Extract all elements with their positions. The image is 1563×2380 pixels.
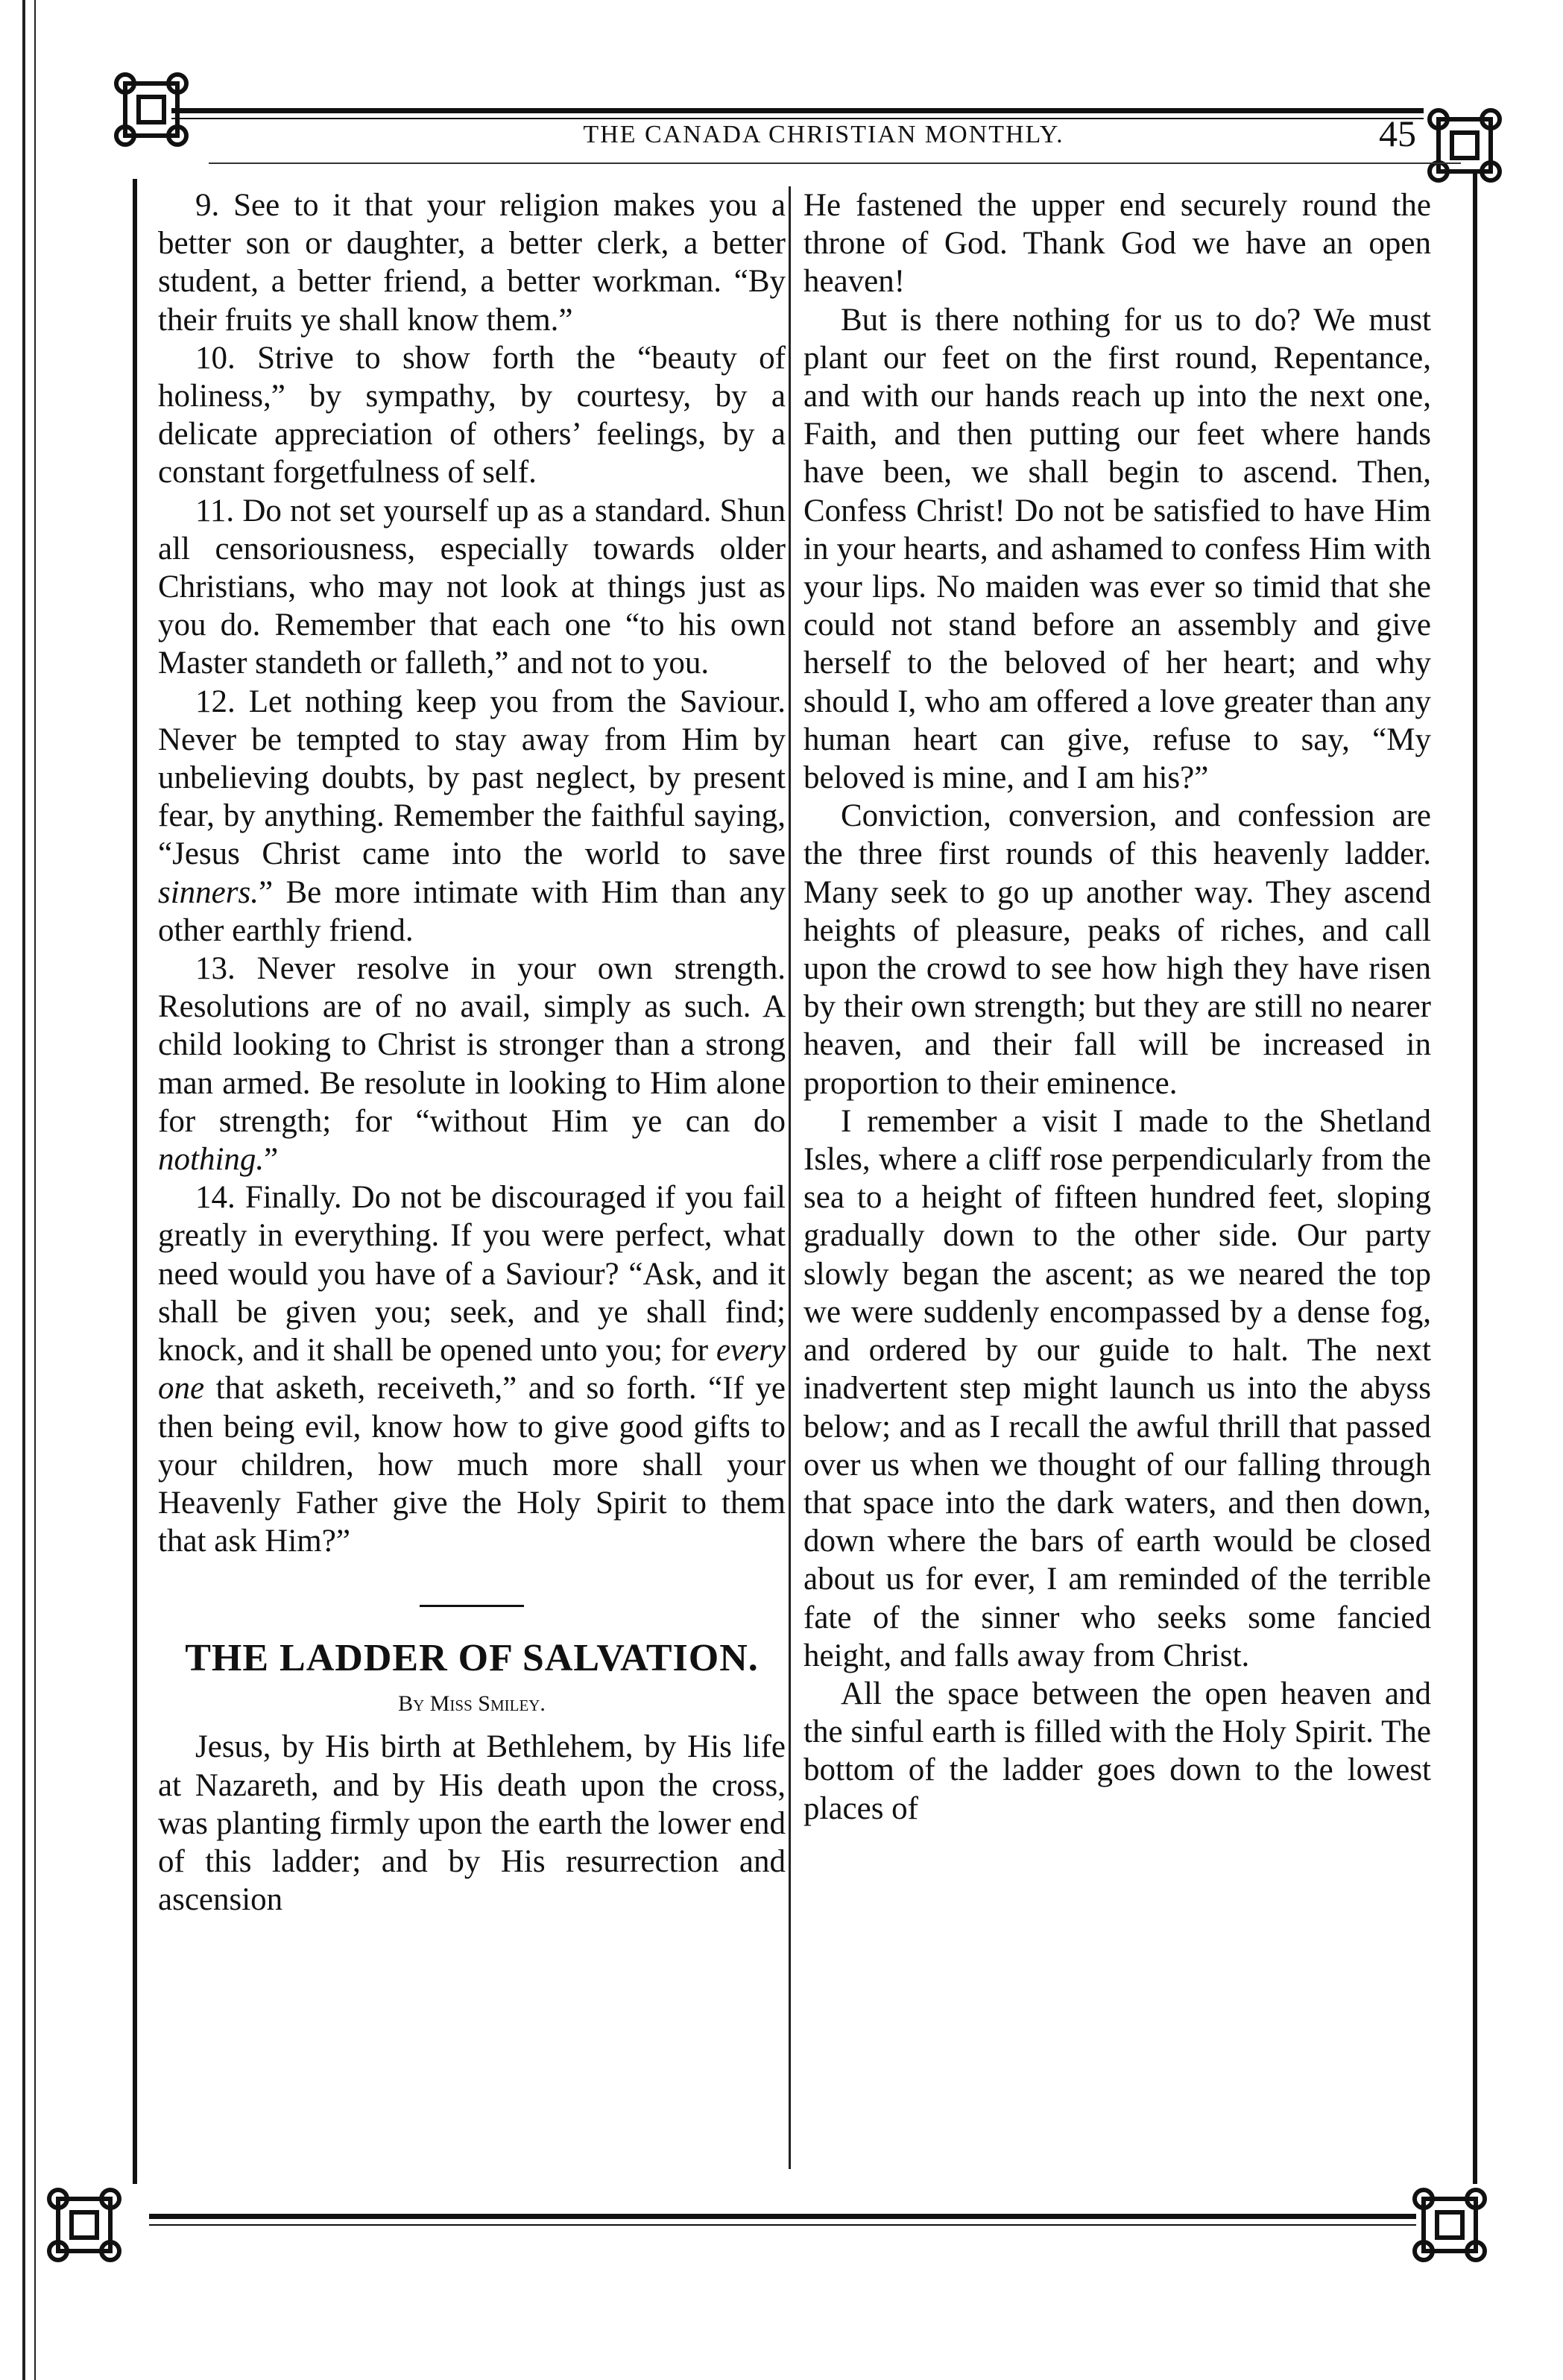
running-title: THE CANADA CHRISTIAN MONTHLY.: [583, 121, 1064, 148]
frame-bottom-rule: [149, 2214, 1416, 2219]
paragraph-13-text: 13. Never resolve in your own strength. Resolutions are of no avail, simply as such. A child looking to Christ is stronger than a strong man armed. Be resolute in looking to Him alone for strength; for “without Him ye can do: [158, 951, 786, 1139]
article-byline: By Miss Smiley.: [398, 1691, 546, 1717]
column-divider: [789, 186, 791, 2169]
paragraph-12-text: 12. Let nothing keep you from the Saviour. Never be tempted to stay away from Him by unbelieving doubts, by past neglect, by present fear, by anything. Remember the faithful saying, “Jesus Christ came into the world to save: [158, 684, 786, 872]
section-divider: [420, 1605, 524, 1607]
paragraph-13-text-end: ”: [264, 1142, 279, 1178]
paragraph-10: 10. Strive to show forth the “beauty of holiness,” by sympathy, by courtesy, by a delicate appreciation of others’ feelings, by a constant forgetfulness of self.: [158, 340, 786, 490]
article-paragraph-3: Conviction, conversion, and confession are the three first rounds of this heavenly ladder. Many seek to go up another way. They ascend heights of pleasure, peaks of riches, and call upon the crowd to see how high they have risen by their own strength; but they are still no nearer heaven, and their fall will be increased in proportion to their eminence.: [803, 798, 1431, 1101]
paragraph-12: [158, 683, 786, 950]
header-rule: [209, 162, 1461, 164]
paragraph-12-text-end: ” Be more intimate with Him than any other earthly friend.: [158, 874, 786, 948]
paragraph-14-text: 14. Finally. Do not be discouraged if you fail greatly in everything. If you were perfect, what need would you have of a Saviour? “Ask, and it shall be given you; seek, and ye shall find; knock, and it shall be opened unto you; for: [158, 1180, 786, 1369]
frame-left-rule: [133, 179, 137, 2184]
frame-bottom-thin-rule: [149, 2224, 1416, 2226]
article-paragraph-2: But is there nothing for us to do? We must plant our feet on the first round, Repentance, and with our hands reach up into the next one, Faith, and then putting our feet where hands have been, we shall begin to ascend. Then, Confess Christ! Do not be satisfied to have Him in your hearts, and ashamed to confess Him with your lips. No maiden was ever so timid that she could not stand before an assembly and give herself to the beloved of her heart; and why should I, who am offered a love greater than any human heart can give, refuse to say, “My beloved is mine, and I am his?”: [803, 302, 1431, 796]
paragraph-13-emphasis: nothing.: [158, 1142, 265, 1178]
running-header: [194, 113, 1446, 165]
article-paragraph-continued: He fastened the upper end securely round the throne of God. Thank God we have an open heaven!: [803, 188, 1431, 300]
frame-corner-icon: [1401, 2177, 1498, 2273]
page-number: 45: [1379, 113, 1416, 154]
article-paragraph-5: All the space between the open heaven and the sinful earth is filled with the Holy Spirit. The bottom of the ladder goes down to the lowest places of: [803, 1676, 1431, 1826]
paragraph-14-text-end: that asketh, receiveth,” and so forth. “If ye then being evil, know how to give good gifts to your children, how much more shall your Heavenly Father give the Holy Spirit to them that ask Him?”: [158, 1371, 786, 1559]
frame-top-rule: [171, 108, 1424, 113]
article-paragraph-4: I remember a visit I made to the Shetland Isles, where a cliff rose perpendicularly from the sea to a height of fifteen hundred feet, sloping gradually down to the other side. Our party slowly began the ascent; as we neared the top we were suddenly encompassed by a dense fog, and ordered by our guide to halt. The next inadvertent step might launch us into the abyss below; and as I recall the awful thrill that passed over us when we thought of our falling through that space into the dark waters, and then down, down where the bars of earth would be closed about us for ever, I am reminded of the terrible fate of the sinner who seeks some fancied height, and falls away from Christ.: [803, 1103, 1431, 1673]
frame-corner-icon: [36, 2177, 133, 2273]
article-title: THE LADDER OF SALVATION.: [185, 1637, 759, 1680]
frame-right-rule: [1473, 171, 1477, 2184]
frame-top-thin-rule: [171, 118, 1424, 119]
paragraph-11: 11. Do not set yourself up as a standard. Shun all censoriousness, especially towards older Christians, who may not look at things just as you do. Remember that each one “to his own Master standeth or falleth,” and not to you.: [158, 493, 786, 681]
page-edge-rule-thin: [34, 0, 36, 2380]
article-paragraph-1: Jesus, by His birth at Bethlehem, by His life at Nazareth, and by His death upon the cross, was planting firmly upon the earth the lower end of this ladder; and by His resurrection and ascension: [158, 1729, 786, 1918]
paragraph-12-emphasis: sinners.: [158, 874, 259, 910]
paragraph-14: [158, 1178, 786, 1560]
page-edge-rule: [22, 0, 25, 2380]
paragraph-9: 9. See to it that your religion makes you a better son or daughter, a better clerk, a better student, a better friend, a better workman. “By their fruits ye shall know them.”: [158, 188, 786, 338]
left-column: [158, 186, 786, 1919]
frame-corner-icon: [103, 61, 200, 158]
paragraph-14-emphasis: every one: [158, 1333, 786, 1407]
right-column: [803, 186, 1431, 1828]
paragraph-13: [158, 950, 786, 1178]
